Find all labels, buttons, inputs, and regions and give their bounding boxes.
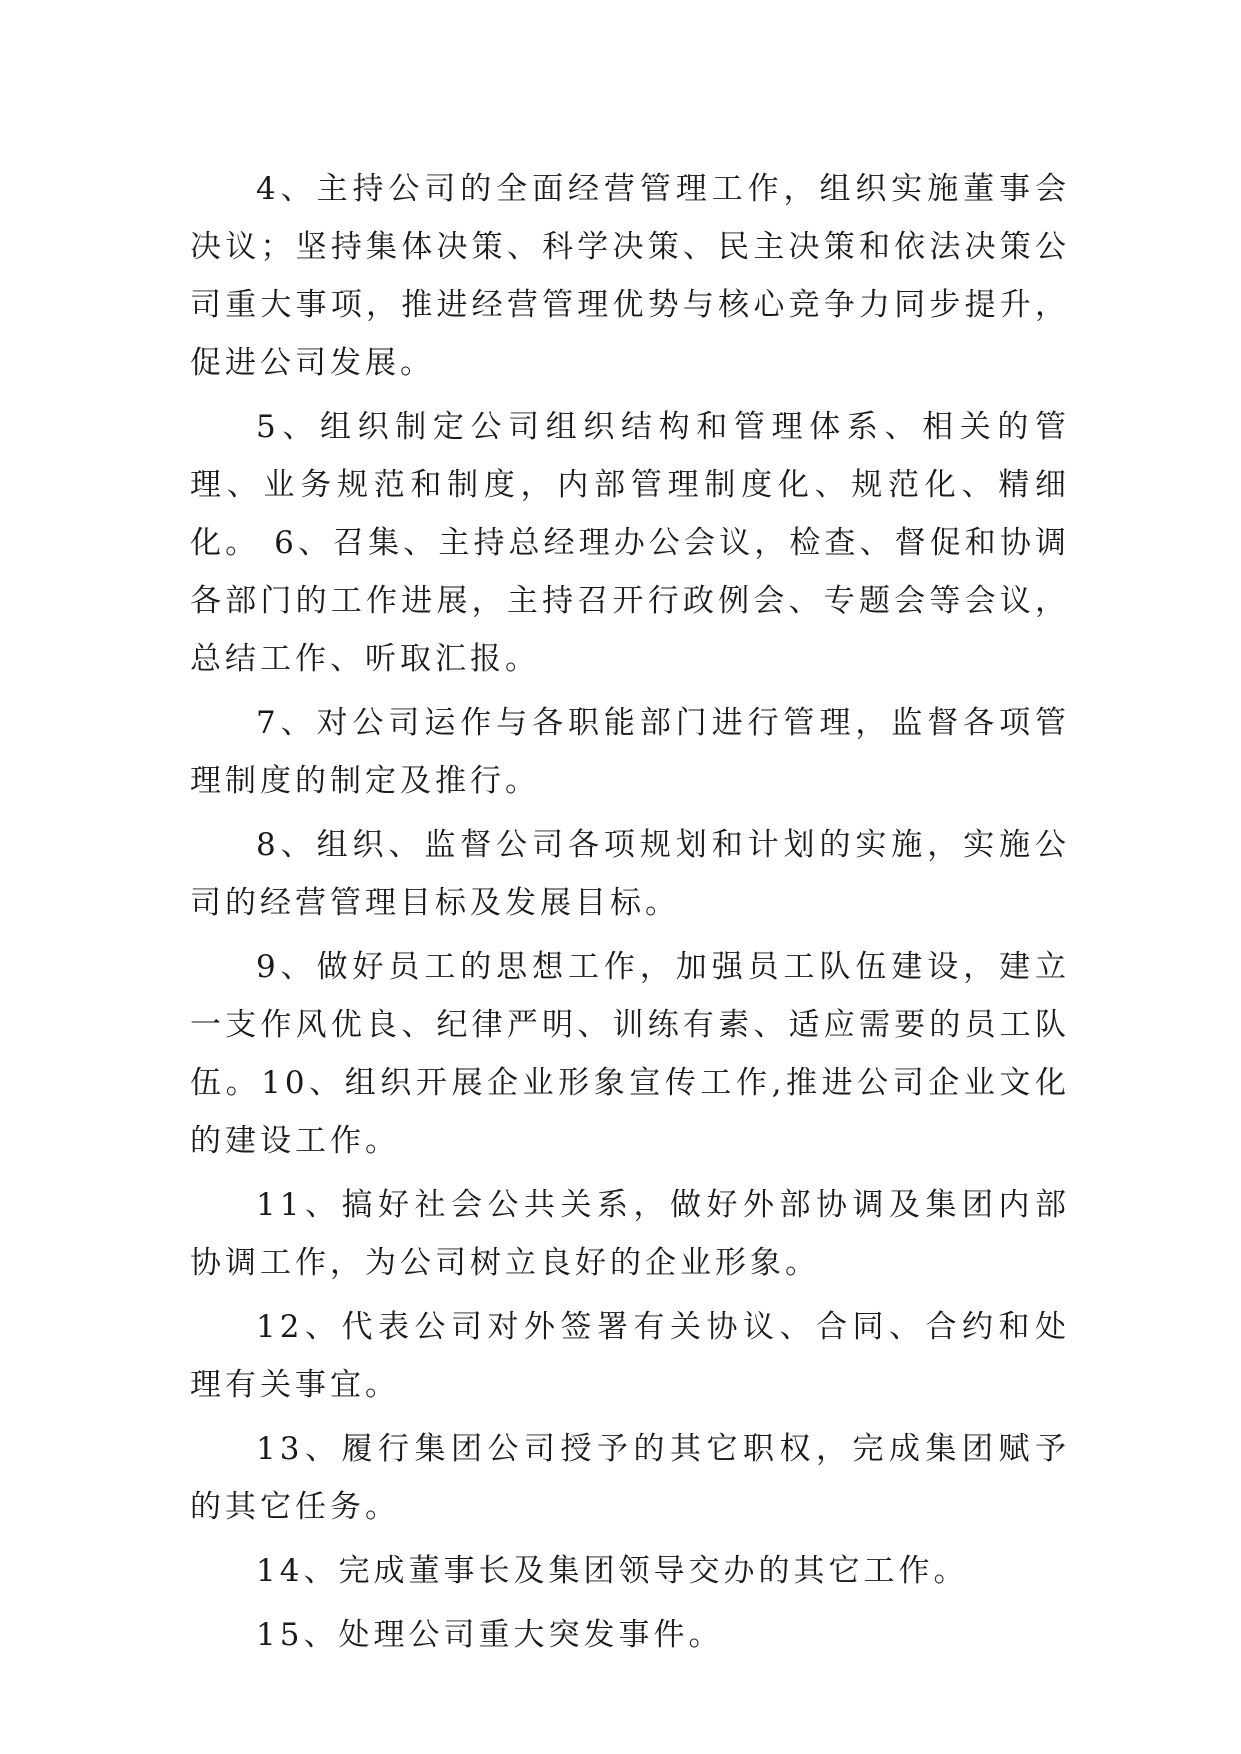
paragraph-item-12: 12、代表公司对外签署有关协议、合同、合约和处理有关事宜。 bbox=[190, 1309, 1070, 1403]
paragraph-item-14: 14、完成董事长及集团领导交办的其它工作。 bbox=[256, 1553, 969, 1589]
document-body bbox=[190, 160, 1070, 1670]
paragraph-item-9-10: 9、做好员工的思想工作，加强员工队伍建设，建立一支作风优良、纪律严明、训练有素、适应需要的员工队伍。10、组织开展企业形象宣传工作,推进公司企业文化的建设工作。 bbox=[190, 949, 1070, 1159]
paragraph-item-4: 4、主持公司的全面经营管理工作，组织实施董事会决议；坚持集体决策、科学决策、民主决策和依法决策公司重大事项，推进经营管理优势与核心竞争力同步提升，促进公司发展。 bbox=[190, 171, 1070, 381]
paragraph-item-5-6: 5、组织制定公司组织结构和管理体系、相关的管理、业务规范和制度，内部管理制度化、规范化、精细化。 6、召集、主持总经理办公会议，检查、督促和协调各部门的工作进展，主持召开行政例会、专题会等会议，总结工作、听取汇报。 bbox=[190, 409, 1070, 677]
paragraph-item-15: 15、处理公司重大突发事件。 bbox=[256, 1617, 724, 1653]
paragraph-item-13: 13、履行集团公司授予的其它职权，完成集团赋予的其它任务。 bbox=[190, 1431, 1070, 1525]
paragraph-item-8: 8、组织、监督公司各项规划和计划的实施，实施公司的经营管理目标及发展目标。 bbox=[190, 827, 1070, 921]
paragraph-item-7: 7、对公司运作与各职能部门进行管理，监督各项管理制度的制定及推行。 bbox=[190, 705, 1070, 799]
paragraph-item-11: 11、搞好社会公共关系，做好外部协调及集团内部协调工作，为公司树立良好的企业形象。 bbox=[190, 1187, 1070, 1281]
